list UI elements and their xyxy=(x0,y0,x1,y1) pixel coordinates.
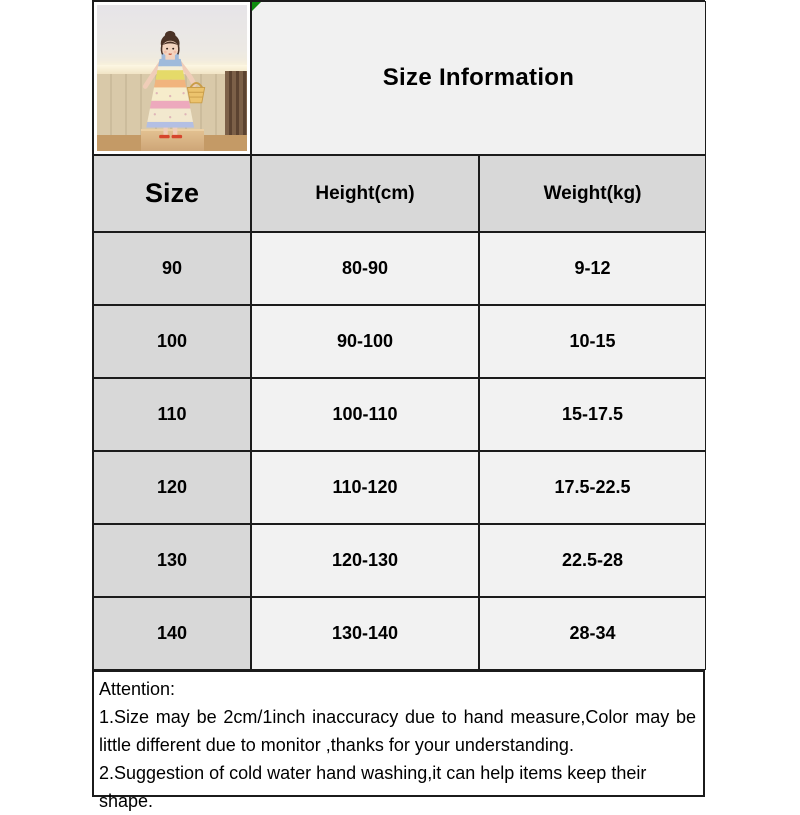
height-cell: 110-120 xyxy=(251,451,479,524)
product-photo xyxy=(93,1,251,155)
girl-illustration xyxy=(124,29,216,144)
size-info-sheet xyxy=(92,0,705,811)
photo-scene xyxy=(97,5,247,151)
height-cell: 100-110 xyxy=(251,378,479,451)
size-cell: 130 xyxy=(93,524,251,597)
size-cell: 140 xyxy=(93,597,251,670)
green-corner-marker-icon xyxy=(252,2,261,11)
column-header-height: Height(cm) xyxy=(251,155,479,232)
attention-box xyxy=(92,670,705,811)
weight-cell: 28-34 xyxy=(479,597,706,670)
attention-item-1: 1.Size may be 2cm/1inch inaccuracy due to hand measure,Color may be little different due to monitor ,thanks for your understanding. xyxy=(99,707,696,755)
height-cell: 80-90 xyxy=(251,232,479,305)
sheet-title-cell xyxy=(251,1,706,155)
size-cell: 90 xyxy=(93,232,251,305)
size-cell: 120 xyxy=(93,451,251,524)
weight-cell: 10-15 xyxy=(479,305,706,378)
size-cell: 100 xyxy=(93,305,251,378)
height-cell: 130-140 xyxy=(251,597,479,670)
size-table xyxy=(92,0,705,671)
weight-cell: 22.5-28 xyxy=(479,524,706,597)
column-header-weight: Weight(kg) xyxy=(479,155,706,232)
attention-item-2: 2.Suggestion of cold water hand washing,it can help items keep their shape. xyxy=(99,763,647,811)
attention-title: Attention: xyxy=(99,679,176,699)
height-cell: 120-130 xyxy=(251,524,479,597)
column-header-size: Size xyxy=(93,155,251,232)
weight-cell: 17.5-22.5 xyxy=(479,451,706,524)
weight-cell: 15-17.5 xyxy=(479,378,706,451)
page-title: Size Information xyxy=(382,64,575,91)
weight-cell: 9-12 xyxy=(479,232,706,305)
size-cell: 110 xyxy=(93,378,251,451)
height-cell: 90-100 xyxy=(251,305,479,378)
